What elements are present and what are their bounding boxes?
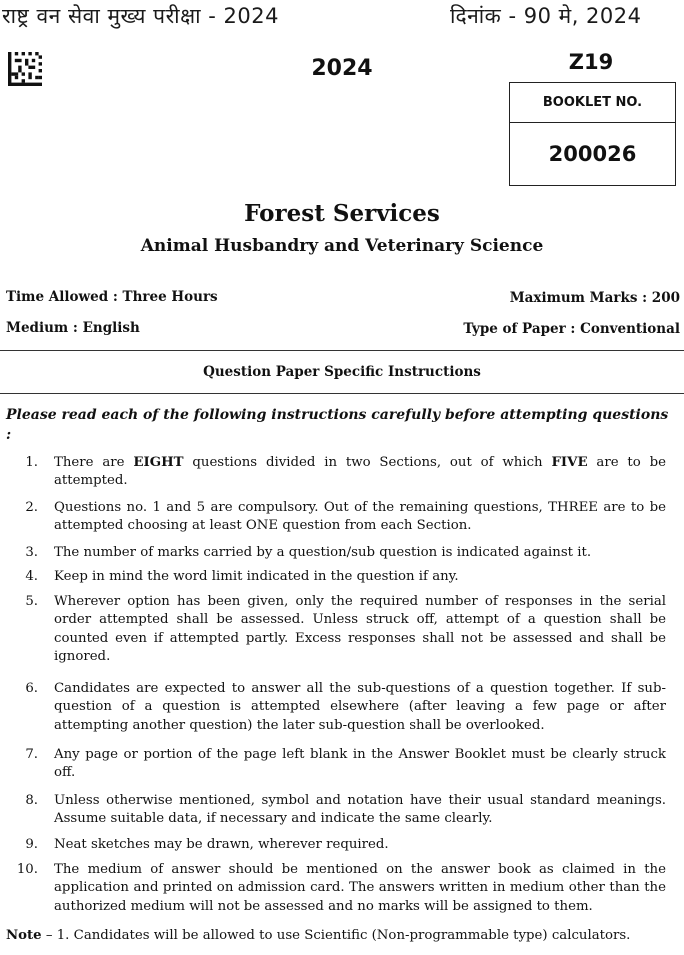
exam-subject: Animal Husbandry and Veterinary Science [140, 236, 544, 256]
handwritten-exam-name: राष्ट्र वन सेवा मुख्य परीक्षा - 2024 [2, 4, 279, 28]
booklet-number: 200026 [548, 142, 637, 166]
note-label: Note [6, 928, 42, 943]
maximum-marks: Maximum Marks : 200 [509, 290, 680, 306]
medium: Medium : English [6, 320, 140, 336]
exam-title: Forest Services [244, 200, 440, 227]
booklet-number-box [509, 82, 676, 186]
note-text: – 1. Candidates will be allowed to use Scientific (Non-programmable type) calculators. [41, 928, 631, 943]
paper-type: Type of Paper : Conventional [463, 321, 680, 337]
time-allowed: Time Allowed : Three Hours [6, 289, 218, 305]
booklet-label: BOOKLET NO. [510, 83, 675, 123]
divider-top [0, 350, 684, 351]
instructions-heading: Question Paper Specific Instructions [203, 364, 481, 380]
handwritten-date: दिनांक - 90 मे, 2024 [450, 4, 642, 28]
note-calculators [6, 928, 682, 943]
divider-bottom [0, 393, 684, 394]
paper-code: Z19 [568, 50, 614, 74]
handwritten-exam-date-header [2, 2, 682, 42]
instructions-lead: Please read each of the following instructions carefully before attempting questions : [6, 407, 669, 443]
exam-year: 2024 [311, 56, 373, 81]
